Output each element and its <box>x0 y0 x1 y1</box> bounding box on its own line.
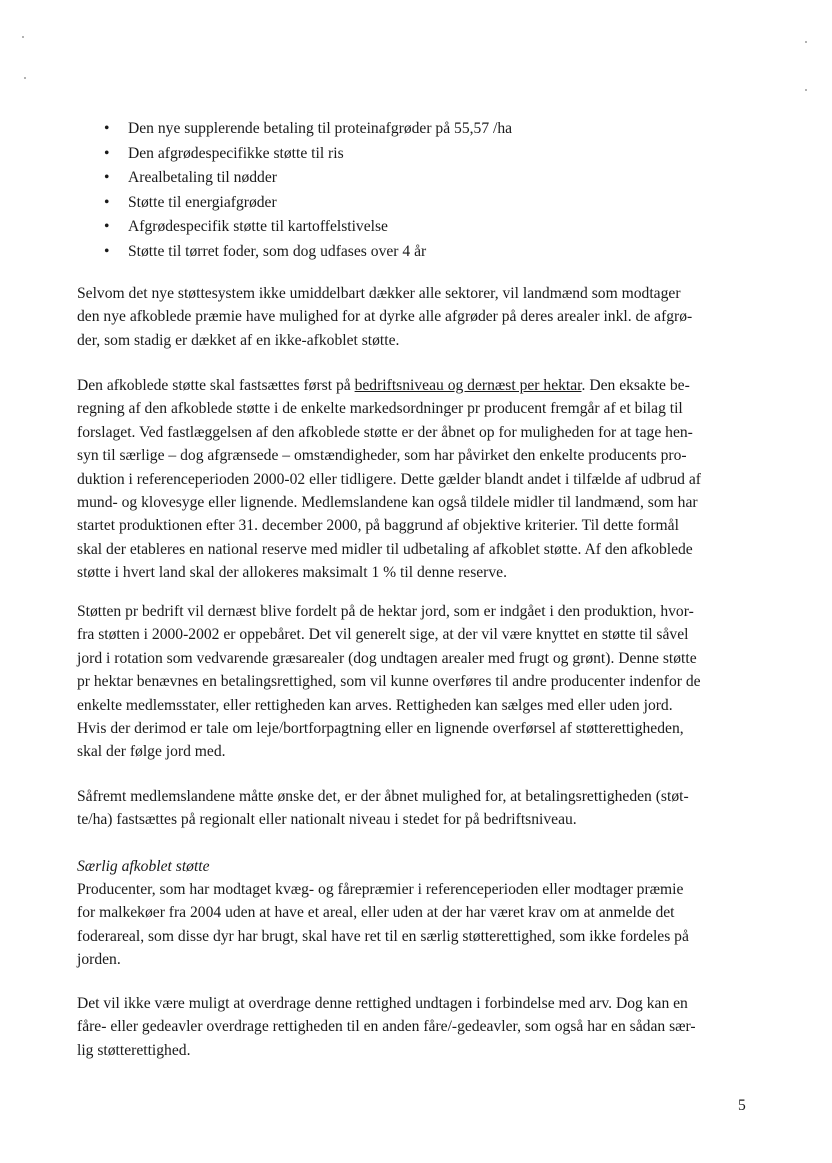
text-line: støtte i hvert land skal der allokeres maksimalt 1 % til denne reserve. <box>77 564 507 582</box>
list-item-text: Støtte til energiafgrøder <box>128 193 277 211</box>
paragraph-regional-level <box>77 785 753 832</box>
bullet-icon: • <box>104 218 110 236</box>
list-item-text: Arealbetaling til nødder <box>128 169 277 187</box>
paragraph-decoupled-coverage <box>77 282 753 352</box>
list-item-text: Den afgrødespecifikke støtte til ris <box>128 144 344 162</box>
paragraph-transfer-rules <box>77 992 753 1062</box>
list-item-text: Den nye supplerende betaling til proteinafgrøder på 55,57 /ha <box>128 120 513 137</box>
section-heading: Særlig afkoblet støtte <box>77 858 210 875</box>
paragraph-special-support <box>77 878 753 972</box>
text-line: foderareal, som disse dyr har brugt, skal have ret til en særlig støtterettighed, som ikke fordeles på <box>77 927 689 945</box>
text-line: for malkekøer fra 2004 uden at have et areal, eller uden at der har været krav om at anmelde det <box>77 904 675 922</box>
list-item <box>104 191 512 216</box>
text-line: startet produktionen efter 31. december 2000, på baggrund af objektive kriterier. Til dette formål <box>77 517 679 535</box>
text-line: Selvom det nye støttesystem ikke umiddelbart dækker alle sektorer, vil landmænd som modtager <box>77 285 681 302</box>
text-line: Det vil ikke være muligt at overdrage denne rettighed undtagen i forbindelse med arv. Dog kan en <box>77 995 688 1012</box>
text-line: Hvis der derimod er tale om leje/bortforpagtning eller en lignende overførsel af støtterettigheden, <box>77 720 684 738</box>
bullet-icon: • <box>104 242 110 260</box>
scan-speck <box>805 89 807 91</box>
text-line <box>77 374 753 397</box>
bullet-icon: • <box>104 193 110 211</box>
bullet-icon: • <box>104 169 110 187</box>
scan-speck <box>22 36 24 38</box>
text-line: jord i rotation som vedvarende græsarealer (dog undtagen arealer med frugt og grønt). Denne støtte <box>77 649 697 667</box>
text-line: te/ha) fastsættes på regionalt eller nationalt niveau i stedet for på bedriftsniveau. <box>77 811 577 829</box>
scan-speck <box>24 77 26 79</box>
text-line: mund- og klovesyge eller lignende. Medlemslandene kan også tildele midler til landmænd, som har <box>77 494 698 512</box>
underlined-phrase: bedriftsniveau og dernæst per hektar <box>354 377 582 394</box>
text-line: Såfremt medlemslandene måtte ønske det, er der åbnet mulighed for, at betalingsrettigheden (støt- <box>77 788 689 805</box>
text-line: fra støtten i 2000-2002 er oppebåret. Det vil generelt sige, at der vil være knyttet en støtte til såvel <box>77 626 689 644</box>
paragraph-payment-rights <box>77 600 753 764</box>
text-line: duktion i referenceperioden 2000-02 eller tidligere. Dette gælder blandt andet i tilfælde af udbrud af <box>77 470 701 488</box>
text-line: lig støtterettighed. <box>77 1041 191 1059</box>
bullet-icon: • <box>104 120 110 137</box>
text-fragment: . Den eksakte be- <box>581 377 690 394</box>
list-item <box>104 240 512 265</box>
text-line: syn til særlige – dog afgrænsede – omstændigheder, som har påvirket den enkelte producents pro- <box>77 447 687 465</box>
bullet-icon: • <box>104 144 110 162</box>
list-item <box>104 166 512 191</box>
list-item <box>104 117 512 142</box>
text-line: regning af den afkoblede støtte i de enkelte markedsordninger pr producent fremgår af et bilag til <box>77 400 683 418</box>
list-item-text: Støtte til tørret foder, som dog udfases over 4 år <box>128 242 427 260</box>
text-line: Producenter, som har modtaget kvæg- og fårepræmier i referenceperioden eller modtager præmie <box>77 881 684 898</box>
text-line: enkelte medlemsstater, eller rettigheden kan arves. Rettigheden kan sælges med eller uden jord. <box>77 696 673 714</box>
text-line: den nye afkoblede præmie have mulighed for at dyrke alle afgrøder på deres arealer inkl. de afgrø- <box>77 308 693 326</box>
text-line: fåre- eller gedeavler overdrage rettigheden til en anden fåre/-gedeavler, som også har en sådan sær- <box>77 1018 696 1036</box>
list-item <box>104 142 512 167</box>
text-line: skal der etableres en national reserve med midler til udbetaling af afkoblet støtte. Af den afkoblede <box>77 540 693 558</box>
text-line: der, som stadig er dækket af en ikke-afkoblet støtte. <box>77 331 400 349</box>
text-line: Støtten pr bedrift vil dernæst blive fordelt på de hektar jord, som er indgået i den produktion, hvor- <box>77 603 694 620</box>
page-number: 5 <box>738 1097 746 1114</box>
text-fragment: Den afkoblede støtte skal fastsættes først på <box>77 377 355 394</box>
paragraph-support-calculation <box>77 374 753 585</box>
bullet-list <box>104 117 512 265</box>
text-line: jorden. <box>77 951 121 969</box>
scan-speck <box>805 41 807 43</box>
text-line: forslaget. Ved fastlæggelsen af den afkoblede støtte er der åbnet op for muligheden for at tage hen- <box>77 423 693 441</box>
text-line: skal der følge jord med. <box>77 743 226 761</box>
text-line: pr hektar benævnes en betalingsrettighed, som vil kunne overføres til andre producenter indenfor de <box>77 673 701 691</box>
list-item <box>104 215 512 240</box>
list-item-text: Afgrødespecifik støtte til kartoffelstivelse <box>128 218 388 236</box>
